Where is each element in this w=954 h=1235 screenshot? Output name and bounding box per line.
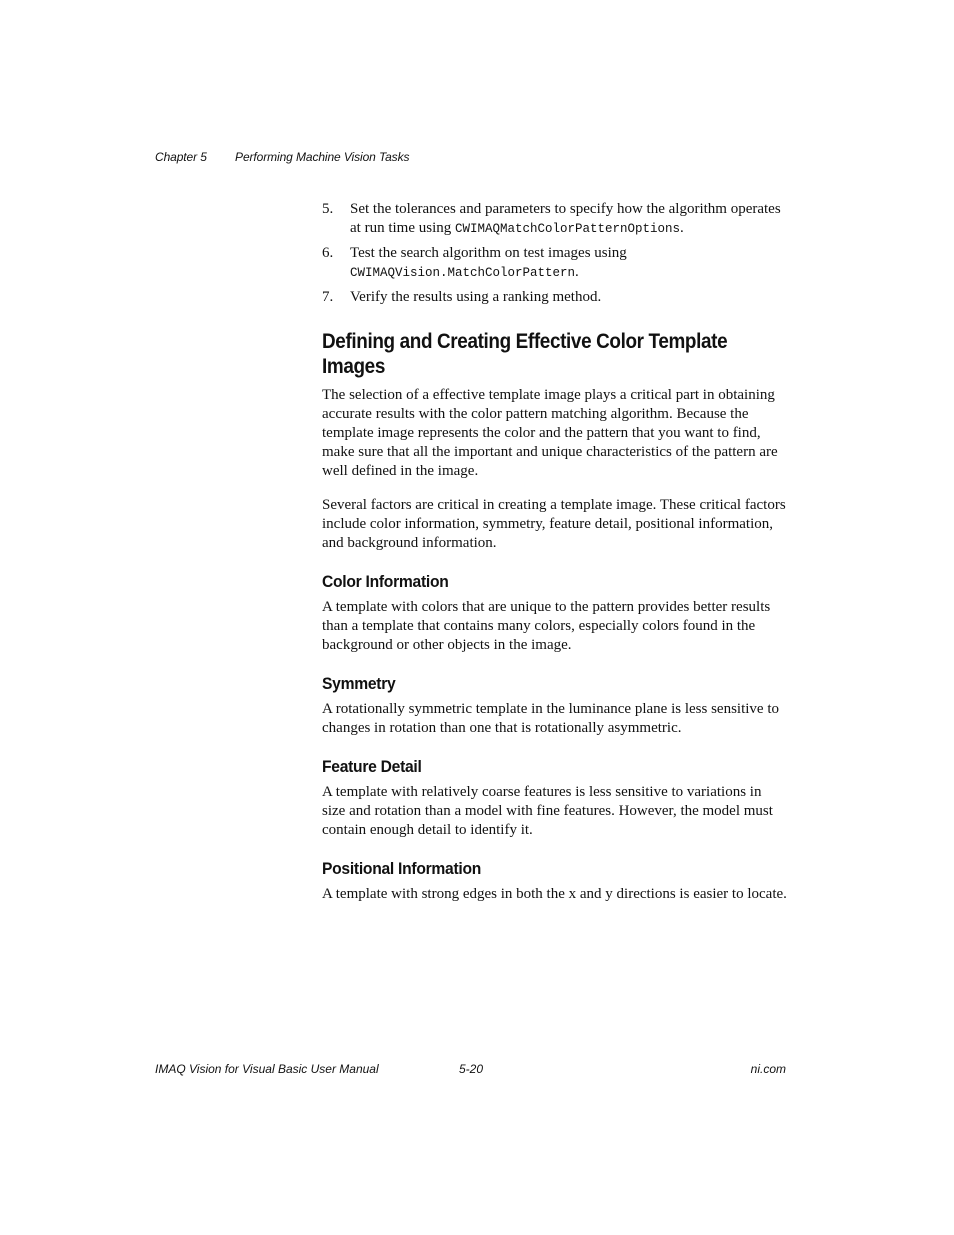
page-body	[322, 200, 788, 919]
section-paragraph: The selection of a effective template image plays a critical part in obtaining accurate results with the color pattern matching algorithm. Because the template image represents the color and the pattern that you want to find, make sure that all the important and unique characteristics of the pattern are well defined in the image.	[322, 387, 778, 479]
step-text: Set the tolerances and parameters to specify how the algorithm operates at run time using CWIMAQMatchColorPatternOptions.	[350, 201, 781, 236]
code-identifier: CWIMAQVision.MatchColorPattern	[350, 266, 576, 280]
list-item	[322, 200, 788, 239]
manual-title: IMAQ Vision for Visual Basic User Manual	[155, 1062, 379, 1076]
subsection-paragraph: A template with relatively coarse features is less sensitive to variations in size and rotation than a model with fine features. However, the model must contain enough detail to identify it.	[322, 784, 773, 838]
list-item	[322, 244, 788, 283]
subsection-paragraph: A template with strong edges in both the x and y directions is easier to locate.	[322, 886, 787, 902]
steps-list	[322, 200, 788, 307]
subsection-heading: Positional Information	[322, 859, 482, 878]
page-number: 5-20	[459, 1062, 484, 1076]
code-identifier: CWIMAQMatchColorPatternOptions	[455, 222, 681, 236]
step-number: 7.	[322, 289, 334, 305]
website-link[interactable]: ni.com	[750, 1062, 786, 1076]
step-text: Test the search algorithm on test images using CWIMAQVision.MatchColorPattern.	[350, 245, 627, 280]
subsection-heading: Feature Detail	[322, 757, 422, 776]
step-text: Verify the results using a ranking method.	[350, 289, 602, 305]
step-number: 6.	[322, 245, 334, 261]
running-header	[155, 150, 409, 164]
subsection-heading: Symmetry	[322, 674, 396, 693]
step-number: 5.	[322, 201, 334, 217]
chapter-title: Performing Machine Vision Tasks	[235, 150, 410, 164]
subsection-paragraph: A template with colors that are unique to the pattern provides better results than a template that contains many colors, especially colors found in the background or other objects in the image.	[322, 599, 771, 653]
subsection-heading: Color Information	[322, 572, 449, 591]
list-item	[322, 288, 788, 307]
subsection-paragraph: A rotationally symmetric template in the luminance plane is less sensitive to changes in rotation than one that is rotationally asymmetric.	[322, 701, 779, 736]
section-paragraph: Several factors are critical in creating a template image. These critical factors include color information, symmetry, feature detail, positional information, and background information.	[322, 497, 786, 551]
section-heading: Defining and Creating Effective Color Template Images	[322, 330, 728, 378]
chapter-label: Chapter 5	[155, 150, 207, 164]
